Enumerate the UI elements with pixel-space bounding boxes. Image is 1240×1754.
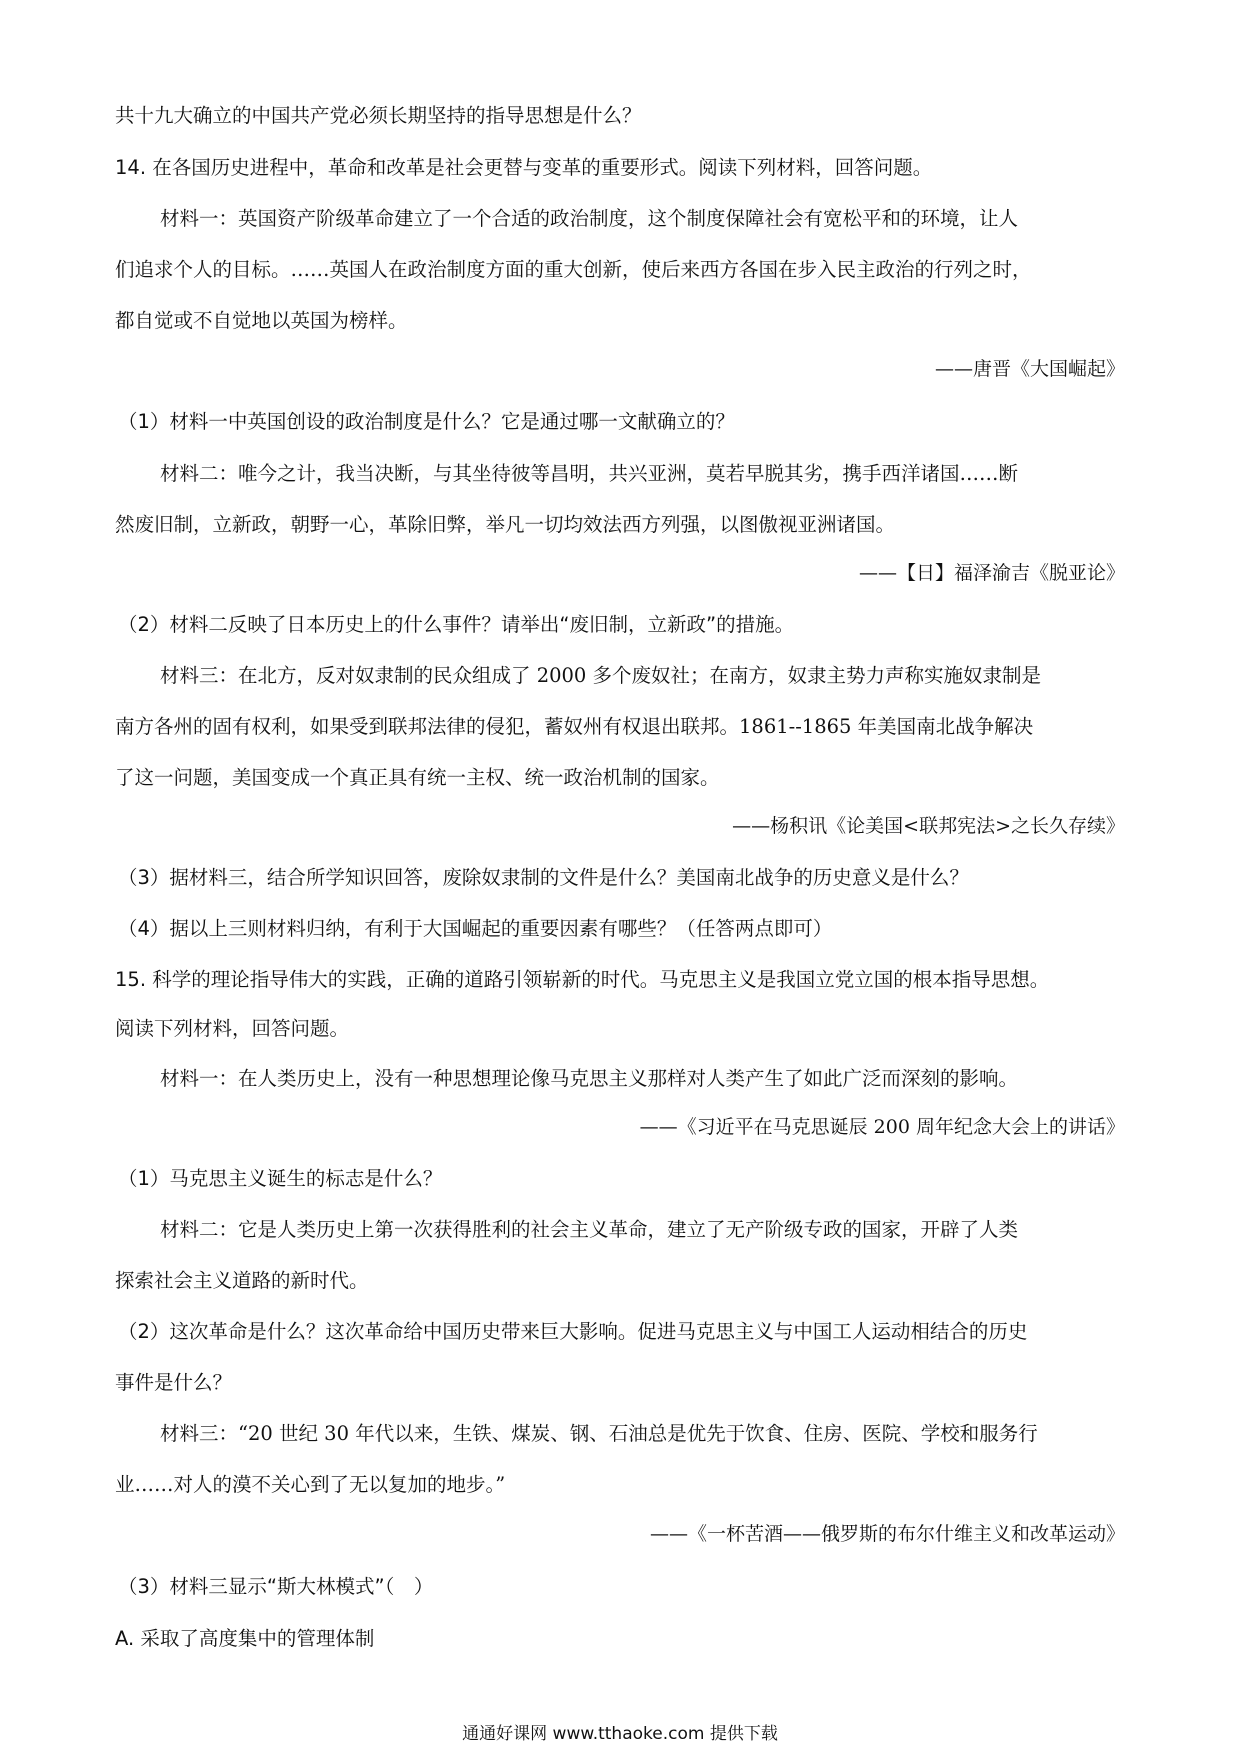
page-footer: 通通好课网 www.tthaoke.com 提供下载 [462, 1724, 778, 1744]
q15-material-1-line-1: 材料一：在人类历史上，没有一种思想理论像马克思主义那样对人类产生了如此广泛而深刻的影响。 [160, 1067, 1019, 1090]
question-14-stem: 14. 在各国历史进程中，革命和改革是社会更替与变革的重要形式。阅读下列材料，回答问题。 [115, 156, 933, 179]
q14-material-1-line-2: 们追求个人的目标。……英国人在政治制度方面的重大创新，使后来西方各国在步入民主政治的行列之时， [115, 258, 1032, 281]
q14-material-1-source: ——唐晋《大国崛起》 [934, 358, 1125, 380]
q14-material-3-line-3: 了这一问题，美国变成一个真正具有统一主权、统一政治机制的国家。 [115, 766, 720, 789]
q15-material-3-line-1: 材料三：“20 世纪 30 年代以来，生铁、煤炭、钢、石油总是优先于饮食、住房、医院、学校和服务行 [160, 1422, 1038, 1445]
q14-material-3-source: ——杨积讯《论美国<联邦宪法>之长久存续》 [732, 815, 1125, 837]
q15-material-2-line-2: 探索社会主义道路的新时代。 [115, 1269, 369, 1292]
q14-material-1-line-3: 都自觉或不自觉地以英国为榜样。 [115, 309, 408, 332]
q14-sub-question-1: （1）材料一中英国创设的政治制度是什么？它是通过哪一文献确立的？ [118, 410, 735, 433]
q15-material-3-line-2: 业……对人的漠不关心到了无以复加的地步。” [115, 1473, 506, 1496]
q15-material-1-source: ——《习近平在马克思诞辰 200 周年纪念大会上的讲话》 [639, 1116, 1125, 1138]
q14-material-2-source: ——【日】福泽渝吉《脱亚论》 [858, 562, 1125, 584]
q14-material-2-line-2: 然废旧制，立新政，朝野一心，革除旧弊，举凡一切均效法西方列强，以图傲视亚洲诸国。 [115, 513, 896, 536]
q13-continuation: 共十九大确立的中国共产党必须长期坚持的指导思想是什么？ [115, 104, 642, 127]
q14-material-3-line-1: 材料三：在北方，反对奴隶制的民众组成了 2000 多个废奴社；在南方，奴隶主势力声称实施奴隶制是 [160, 664, 1042, 687]
q15-option-a: A. 采取了高度集中的管理体制 [115, 1627, 375, 1650]
q15-sub-question-3: （3）材料三显示“斯大林模式”（ ） [118, 1575, 434, 1598]
q15-sub-question-2-line-2: 事件是什么？ [115, 1371, 233, 1394]
q14-material-1-line-1: 材料一：英国资产阶级革命建立了一个合适的政治制度，这个制度保障社会有宽松平和的环境，让人 [160, 207, 1019, 230]
question-15-stem-line-2: 阅读下列材料，回答问题。 [115, 1017, 350, 1040]
q14-material-2-line-1: 材料二：唯今之计，我当决断，与其坐待彼等昌明，共兴亚洲，莫若早脱其劣，携手西洋诸国……断 [160, 462, 1019, 485]
q15-material-3-source: ——《一杯苦酒——俄罗斯的布尔什维主义和改革运动》 [649, 1523, 1125, 1545]
q15-sub-question-2-line-1: （2）这次革命是什么？这次革命给中国历史带来巨大影响。促进马克思主义与中国工人运动相结合的历史 [118, 1320, 1028, 1343]
q14-sub-question-2: （2）材料二反映了日本历史上的什么事件？请举出“废旧制，立新政”的措施。 [118, 613, 795, 636]
q14-sub-question-3: （3）据材料三，结合所学知识回答，废除奴隶制的文件是什么？美国南北战争的历史意义是什么？ [118, 866, 969, 889]
q14-material-3-line-2: 南方各州的固有权利，如果受到联邦法律的侵犯，蓄奴州有权退出联邦。1861--1865 年美国南北战争解决 [115, 715, 1034, 738]
q15-material-2-line-1: 材料二：它是人类历史上第一次获得胜利的社会主义革命，建立了无产阶级专政的国家，开辟了人类 [160, 1218, 1019, 1241]
question-15-stem-line-1: 15. 科学的理论指导伟大的实践，正确的道路引领崭新的时代。马克思主义是我国立党立国的根本指导思想。 [115, 968, 1050, 991]
q15-sub-question-1: （1）马克思主义诞生的标志是什么？ [118, 1167, 443, 1190]
q14-sub-question-4: （4）据以上三则材料归纳，有利于大国崛起的重要因素有哪些？（任答两点即可） [118, 917, 833, 940]
